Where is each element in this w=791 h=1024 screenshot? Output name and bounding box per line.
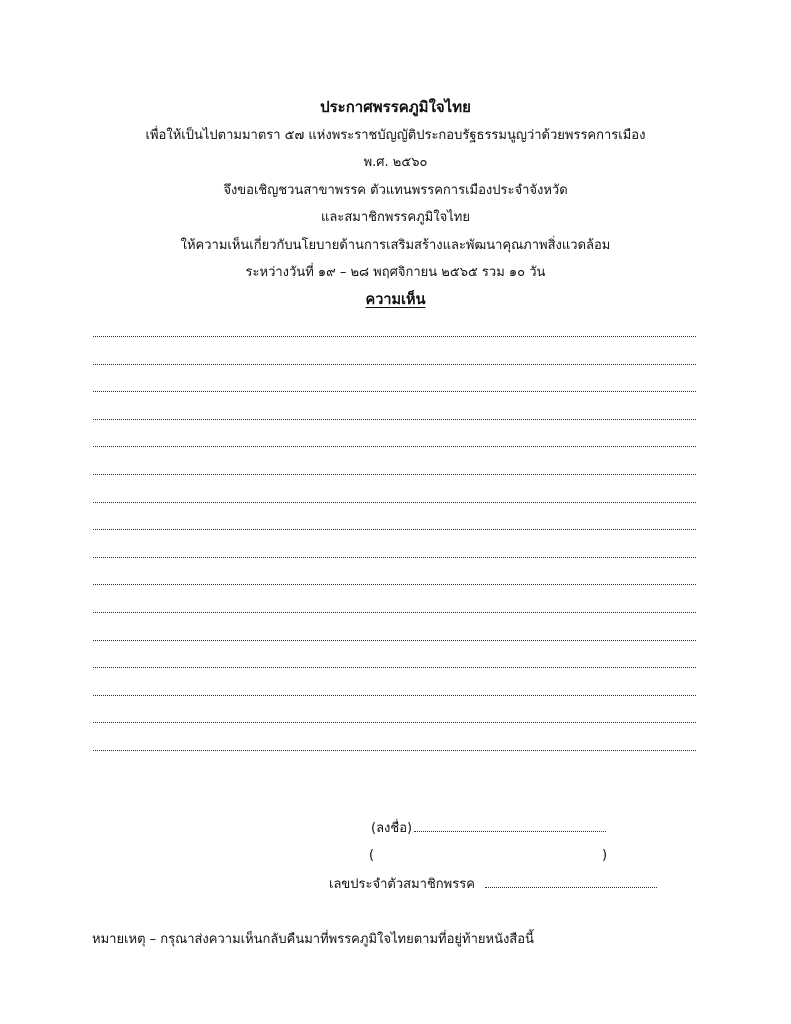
announcement-line-5: ให้ความเห็นเกี่ยวกับนโยบายด้านการเสริมสร้างและพัฒนาคุณภาพสิ่งแวดล้อม — [180, 237, 611, 253]
dotted-writing-line — [93, 602, 696, 630]
dotted-writing-line — [93, 409, 696, 437]
dotted-writing-line — [93, 685, 696, 713]
dotted-writing-line — [93, 574, 696, 602]
member-id-line — [329, 874, 657, 895]
dotted-writing-line — [93, 354, 696, 382]
announcement-line-1: เพื่อให้เป็นไปตามมาตรา ๕๗ แห่งพระราชบัญญัติประกอบรัฐธรรมนูญว่าด้วยพรรคการเมือง — [145, 127, 646, 143]
announcement-header — [0, 94, 791, 314]
dotted-writing-line — [93, 436, 696, 464]
signature-dotted-field — [414, 818, 606, 832]
announcement-line-3: จึงขอเชิญชวนสาขาพรรค ตัวแทนพรรคการเมืองประจำจังหวัด — [223, 182, 568, 198]
dotted-writing-line — [93, 657, 696, 685]
announcement-line-4: และสมาชิกพรรคภูมิใจไทย — [321, 210, 470, 225]
signature-label: (ลงชื่อ) — [371, 821, 413, 836]
opinion-writing-area — [93, 326, 696, 768]
member-id-dotted-field — [485, 874, 657, 888]
dotted-writing-line — [93, 712, 696, 740]
dotted-writing-line — [93, 326, 696, 354]
dotted-writing-line — [93, 740, 696, 768]
name-close-paren: ) — [602, 848, 608, 863]
announcement-title: ประกาศพรรคภูมิใจไทย — [320, 98, 471, 116]
announcement-line-6: ระหว่างวันที่ ๑๙ – ๒๘ พฤศจิกายน ๒๕๖๕ รวม ๑๐ วัน — [245, 265, 546, 280]
dotted-writing-line — [93, 630, 696, 658]
opinion-section-heading: ความเห็น — [365, 291, 426, 308]
dotted-writing-line — [93, 492, 696, 520]
name-open-paren: ( — [369, 848, 375, 863]
footnote: หมายเหตุ – กรุณาส่งความเห็นกลับคืนมาที่พรรคภูมิใจไทยตามที่อยู่ท้ายหนังสือนี้ — [92, 932, 534, 947]
announcement-line-2: พ.ศ. ๒๕๖๐ — [363, 155, 428, 170]
member-id-label: เลขประจำตัวสมาชิกพรรค — [329, 877, 475, 892]
dotted-writing-line — [93, 519, 696, 547]
dotted-writing-line — [93, 547, 696, 575]
signature-line — [371, 818, 606, 839]
dotted-writing-line — [93, 381, 696, 409]
dotted-writing-line — [93, 464, 696, 492]
